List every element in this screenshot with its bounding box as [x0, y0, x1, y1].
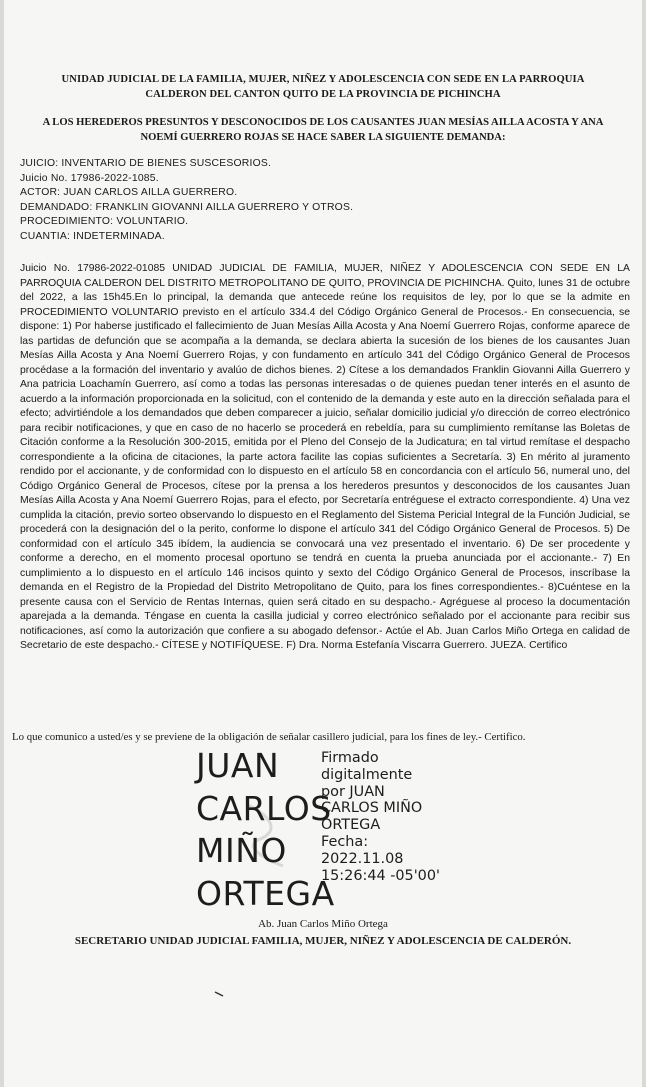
case-procedure: PROCEDIMIENTO: VOLUNTARIO.: [20, 216, 189, 228]
ink-speck-mark: [214, 991, 224, 997]
case-defendant: DEMANDADO: FRANKLIN GIOVANNI AILLA GUERRERO Y OTROS.: [20, 201, 354, 213]
signature-detail-line: CARLOS MIÑO: [321, 800, 423, 817]
digital-signature-details: [321, 750, 440, 884]
signature-detail-line: 15:26:44 -05'00': [321, 867, 440, 884]
signature-detail-line: 2022.11.08: [321, 850, 404, 867]
signature-detail-line: por JUAN: [321, 783, 385, 800]
signature-detail-line: digitalmente: [321, 766, 413, 783]
case-amount: CUANTIA: INDETERMINADA.: [20, 230, 165, 242]
signature-name-line: ORTEGA: [196, 873, 335, 913]
signer-title: SECRETARIO UNIDAD JUDICIAL FAMILIA, MUJER, NIÑEZ Y ADOLESCENCIA DE CALDERÓN.: [74, 935, 572, 947]
case-juicio: JUICIO: INVENTARIO DE BIENES SUSCESORIOS.: [20, 158, 272, 169]
court-header: [40, 72, 606, 102]
signature-name-line: JUAN: [196, 746, 280, 785]
notice-heading-line: A LOS HEREDEROS PRESUNTOS Y DESCONOCIDOS DE LOS CAUSANTES JUAN MESÍAS AILLA ACOSTA Y ANA: [42, 117, 604, 128]
digital-signature-name: [196, 745, 335, 915]
signature-name-line: CARLOS: [196, 788, 332, 828]
court-order-text: Juicio No. 17986-2022-01085 UNIDAD JUDICIAL DE FAMILIA, MUJER, NIÑEZ Y ADOLESCENCIA CON SEDE EN LA PARROQUIA CALDERON DEL DISTRITO METROPOLITANO DE QUITO, PROVINCIA DE PICHINCHA. Quito, lunes 31 de octubre del 2022, a las 15h45.En lo principal, la demanda que antecede reúne los requisitos de ley, por lo que se la admite en PROCEDIMIENTO VOLUNTARIO previsto en el artículo 334.4 del Código Orgánico General de Procesos.- En consecuencia, se dispone: 1) Por haberse justificado el fallecimiento de Juan Mesías Ailla Acosta y Ana Noemí Guerrero Rojas, conforme aparece de las partidas de defunción que se acompaña a la demanda, se declara abierta la sucesión de los bienes de los causantes Juan Mesías Ailla Acosta y Ana Noemí Guerrero Rojas, y con fundamento en artículo 341 del Código Orgánico General de Procesos procédase a la formación del inventario y avalúo de dichos bienes. 2) Cítese a los demandados Franklin Giovanni Ailla Guerrero y Ana patricia Loachamín Guerrero, así como a todas las personas interesadas o de quienes puedan tener interés en el asunto de acuerdo a la información proporcionada en la solicitud, con el contenido de la demanda y este auto en la dirección señalada para el efecto; advirtiéndole a los demandados que deben comparecer a juicio, señalar domicilio judicial y/o dirección de correo electrónico para recibir notificaciones, y que en caso de no hacerlo se procederá en rebeldía, para su cumplimiento remítanse las Boletas de Citación conforme a la Resolución 300-2015, emitida por el Pleno del Consejo de la Judicatura; en tal virtud remítase el despacho correspondiente a la oficina de citaciones, la parte actora facilite las copias suficientes a Secretaría. 3) En mérito al juramento rendido por el accionante, y de conformidad con lo dispuesto en el artículo 58 en concordancia con el artículo 56, numeral uno, del Código Orgánico General de Procesos, cítese por la prensa a los herederos presuntos y desconocidos de los causantes Juan Mesías Ailla Acosta y Ana Noemí Guerrero Rojas, para el efecto, por Secretaría entréguese el extracto correspondiente. 4) Una vez cumplida la citación, previo sorteo observando lo dispuesto en el Reglamento del Sistema Pericial Integral de la Función Judicial, se procederá con la designación del o la perito, conforme lo dispone el artículo 341 del Código Orgánico General de Procesos. 5) De conformidad con el artículo 345 ibídem, la audiencia se convocará una vez presentado el inventario. 6) De ser procedente y conforme a derecho, en el momento procesal oportuno se tendrá en cuenta la prueba anunciada por el accionante.- 7) En cumplimiento a lo dispuesto en el artículo 146 incisos quinto y sexto del Código Orgánico General de Procesos, inscríbase la demanda en el Registro de la Propiedad del Distrito Metropolitano de Quito, para los fines correspondientes.- 8)Cuéntese en la presente causa con el Servicio de Rentas Internas, quien será citado en su despacho.- Agréguese al proceso la documentación aparejada a la demanda. Téngase en cuenta la casilla judicial y correo electrónico señalado por el accionante para recibir sus notificaciones, así como la autorización que confiere a su abogado defensor.- Actúe el Ab. Juan Carlos Miño Ortega en calidad de Secretario de este despacho.- CÍTESE y NOTIFÍQUESE. F) Dra. Norma Estefanía Viscarra Guerrero. JUEZA. Certifico: [20, 263, 630, 651]
communication-line: Lo que comunico a usted/es y se previene de la obligación de señalar casillero judicial, para los fines de ley.- Certifico.: [12, 731, 526, 743]
notice-heading: [22, 115, 624, 145]
signer-caption: Ab. Juan Carlos Miño Ortega: [258, 918, 388, 930]
case-number: Juicio No. 17986-2022-1085.: [20, 172, 159, 184]
notice-heading-line: NOEMÍ GUERRERO ROJAS SE HACE SABER LA SIGUIENTE DEMANDA:: [140, 132, 506, 143]
signature-detail-line: Firmado: [321, 750, 379, 766]
signature-name-line: MIÑO: [196, 831, 287, 870]
case-summary: [20, 157, 353, 245]
case-actor: ACTOR: JUAN CARLOS AILLA GUERRERO.: [20, 187, 238, 199]
court-header-line: UNIDAD JUDICIAL DE LA FAMILIA, MUJER, NIÑEZ Y ADOLESCENCIA CON SEDE EN LA PARROQUIA: [61, 74, 585, 85]
signature-detail-line: Fecha:: [321, 833, 369, 850]
court-header-line: CALDERON DEL CANTON QUITO DE LA PROVINCIA DE PICHINCHA: [145, 89, 501, 100]
signature-detail-line: ORTEGA: [321, 817, 381, 834]
